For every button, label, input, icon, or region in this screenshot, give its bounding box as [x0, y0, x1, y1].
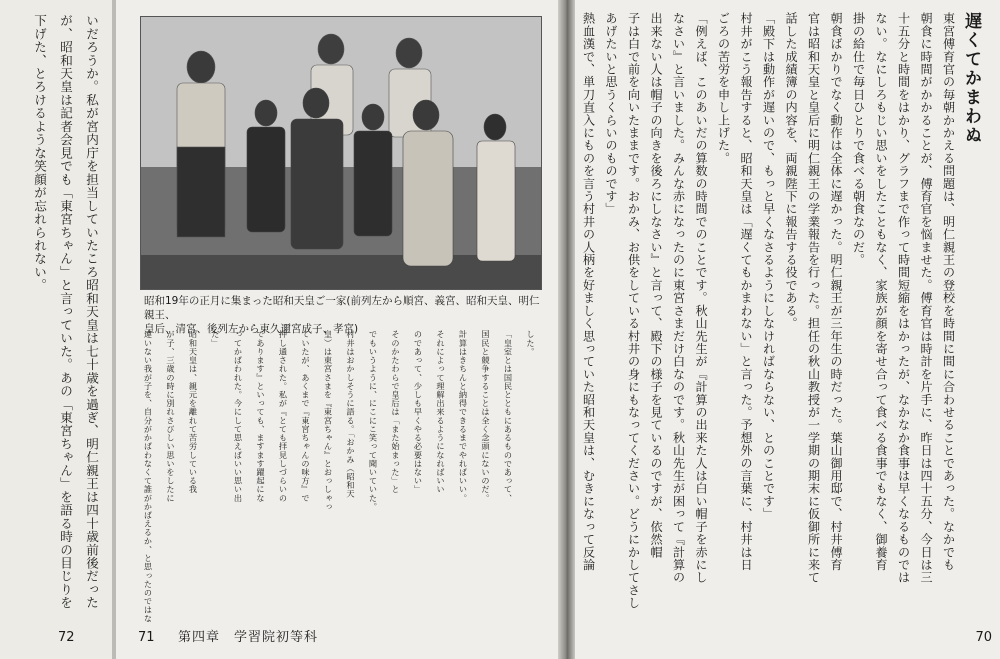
- text-line: ていたが、あくまで『東宮ちゃんの味方』で: [301, 330, 311, 503]
- text-line: のであって、少しも早くやる必要はない」: [413, 330, 424, 494]
- text-line: 出来ない人は帽子の向きを後ろにしなさい』と言って、殿下の様子を見ているのですが、依然帽: [649, 12, 663, 559]
- text-line: 朝食に時間がかかることが、傅育官を悩ませた。傅育官は時計を片手に、昨日は四十五分、今日は三: [919, 12, 933, 584]
- left-page: [0, 0, 112, 659]
- text-line: 「殿下は動作が遅いので、もっと早くなさるようにしなければならない、とのことです」: [761, 12, 776, 521]
- text-line: 皇）は東宮さまを『東宮ちゃん』とおっしゃっ: [323, 330, 334, 511]
- middle-page: [116, 0, 558, 659]
- text-line: 村井はおかしそうに語る。「おかみ（昭和天: [346, 330, 356, 499]
- page-number-right: 70: [975, 630, 992, 645]
- chapter-footer: 第四章 学習院初等科: [178, 630, 319, 645]
- text-line: 話した成績簿の内容を、両親陛下に報告する役である。: [784, 12, 798, 330]
- text-line: 計算はきちんと納得できるまでやればいい。: [458, 330, 469, 503]
- book-gutter: [558, 0, 575, 659]
- text-line: 「皇室とは国民とともにあるものであって、: [503, 330, 514, 503]
- text-line: 下げた、とろけるような笑顔が忘れられない。: [32, 14, 47, 292]
- left-page-text: [26, 14, 104, 614]
- text-line: ない。なにしろもじい思いをしたこともなく、家族が顔を寄せ合って食べる食事でもなく、御養育: [874, 12, 888, 572]
- text-line: した。: [526, 330, 536, 356]
- text-line: 掛の給仕で毎日ひとりで食べる朝食なのだ。: [851, 12, 866, 267]
- text-line: あげたいと思うくらいのものです」: [604, 12, 618, 216]
- text-line: ごろの苦労を申し上げた。: [716, 12, 731, 165]
- page-number-left: 72: [58, 630, 75, 645]
- text-line: 村井がこう報告すると、昭和天皇は「遅くてもかまわない」と言った。予想外の言葉に、村井は日: [739, 12, 753, 572]
- text-line: ってかばわれた。今にして思えばいい思い出: [233, 330, 244, 503]
- text-line: 朝食ばかりでなく動作は全体に遅かった。明仁親王が三年生の時だった。葉山御用邸で、村井傅育: [829, 12, 843, 572]
- text-line: 昭和天皇は、親元を離れて苦労している我: [188, 330, 199, 494]
- text-line: 「例えば、このあいだの算数の時間でのことです。秋山先生が『計算の出来た人は白い帽子を赤にし: [694, 12, 708, 584]
- text-line: 押し通された。私が『とても拝見しづらいの: [278, 330, 289, 503]
- text-line: が子、三歳の時に別れさびしい思いをしたに: [166, 330, 176, 503]
- section-heading: 遅くてかまわぬ: [961, 12, 981, 145]
- family-photo-image: [141, 17, 541, 289]
- text-line: それによって理解出来るようになればいい: [436, 330, 446, 494]
- text-line: であります』といっても、ますます躍起にな: [256, 330, 266, 503]
- text-line: なさい』と言いました。みんな赤になったのに東宮さまだけ白なのです。秋山先生が困って『計算の: [671, 12, 686, 584]
- text-line: いだろうか。私が宮内庁を担当していたころ昭和天皇は七十歳を過ぎ、明仁親王は四十歳前後だった: [84, 14, 99, 610]
- family-photo: [140, 16, 542, 290]
- text-line: 十五分と時間をはかり、グラフまで作って時間短縮をはかったが、なかなか食事は早くなるものでは: [896, 12, 911, 584]
- text-line: そのかたわらで皇后は「また始まった」と: [391, 330, 401, 494]
- text-line: が、昭和天皇は記者会見でも「東宮ちゃん」と言っていた。あの「東宮ちゃん」を語る時の目じりを: [58, 14, 73, 610]
- text-line: 官は昭和天皇と皇后に明仁親王の学業報告を行った。担任の秋山教授が一学期の期末に仮御所に来て: [806, 12, 821, 584]
- text-line: 国民と競争することは全く念頭にないのだ。: [481, 330, 491, 503]
- text-line: だ」: [211, 330, 221, 348]
- photo-caption-line: 昭和19年の正月に集まった昭和天皇ご一家(前列左から順宮、義宮、昭和天皇、明仁親王、: [144, 295, 540, 321]
- right-page: [575, 0, 1000, 659]
- right-page-text: [577, 12, 982, 612]
- text-line: 熱血漢で、単刀直入にものを言う村井の人柄を好ましく思っていた昭和天皇は、むきになって反論: [581, 12, 596, 572]
- text-line: 子は白で前を向いたままです。おかみ、お供をしている村井の身にもなってください。どうにかしてさし: [626, 12, 641, 610]
- middle-page-text: [137, 330, 542, 630]
- photo-caption-line: 皇后、清宮、後列左から東久邇宮成子、孝宮): [144, 323, 359, 335]
- text-line: 違いない我が子を、自分がかばわなくて誰がかばえるか、と思ったのではな: [143, 330, 154, 623]
- text-line: 東宮傅育官の毎朝かかえる問題は、明仁親王の登校を時間に間に合わせることであった。なかでも: [941, 12, 956, 572]
- page-number-middle: 71: [138, 630, 155, 645]
- text-line: でもいうように、にこにこ笑って聞いていた。: [368, 330, 379, 511]
